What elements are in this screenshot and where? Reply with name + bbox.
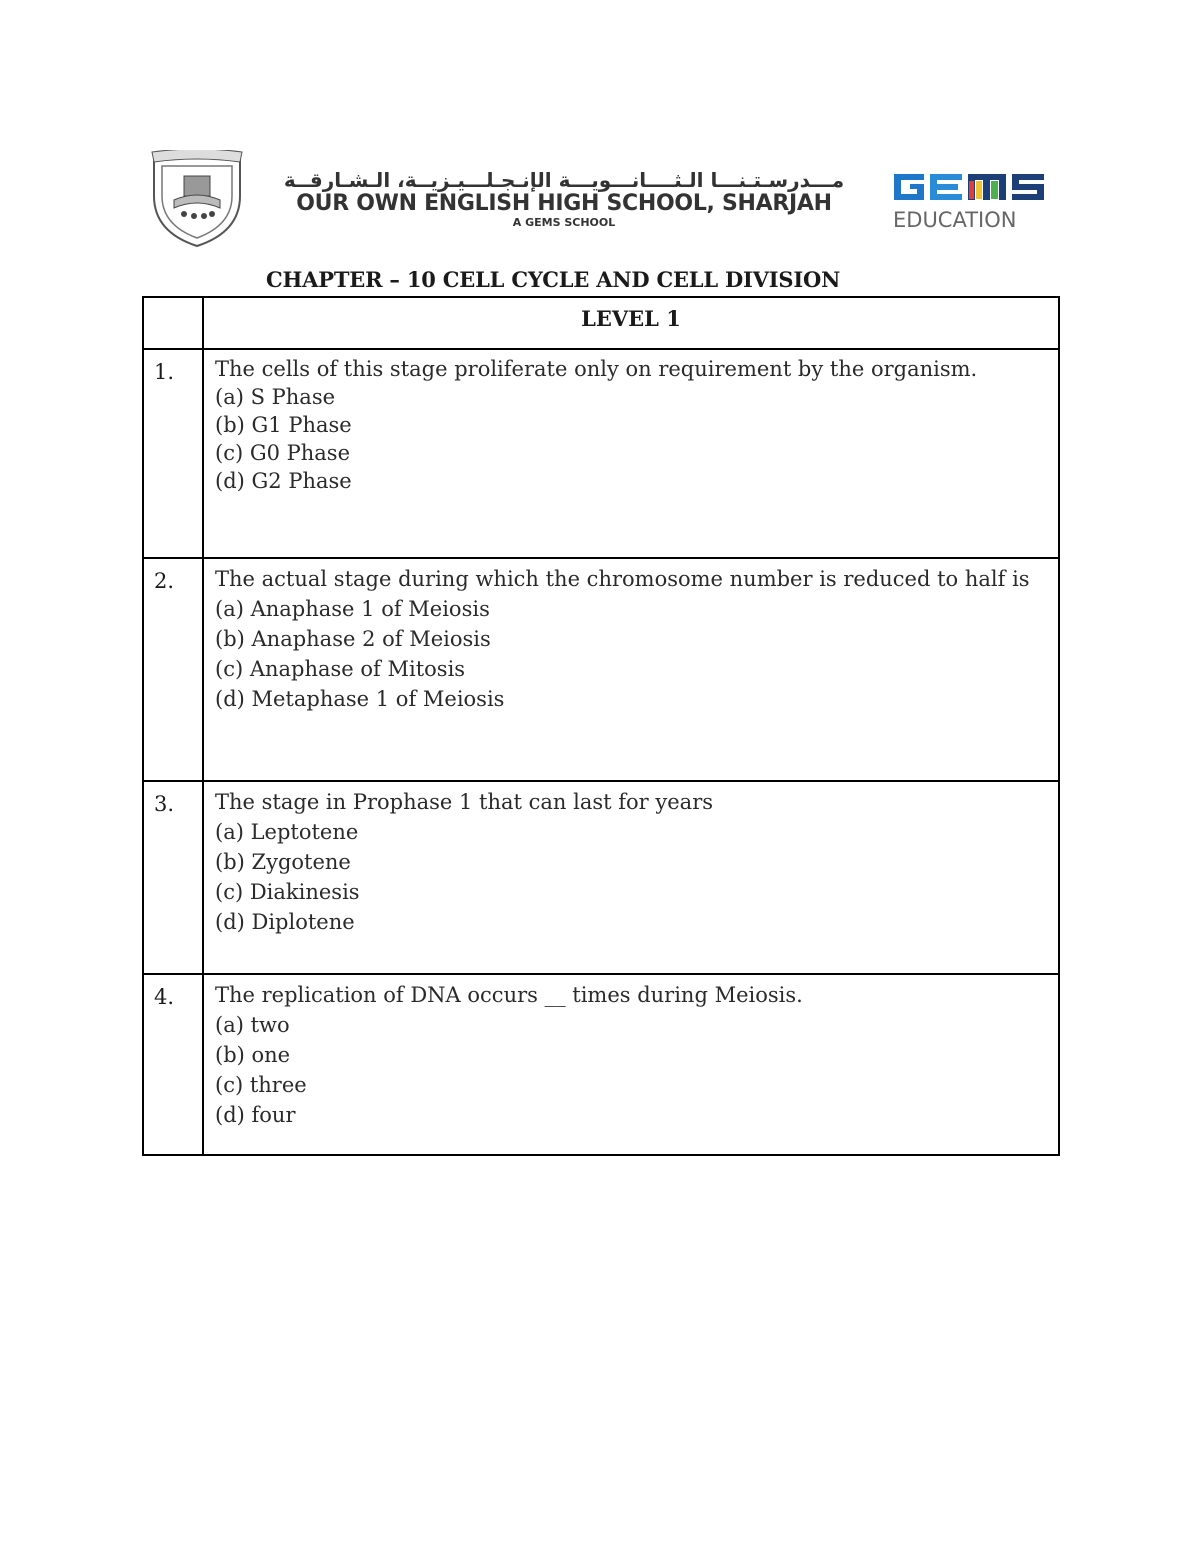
school-crest-logo xyxy=(148,150,246,248)
level-heading: LEVEL 1 xyxy=(581,306,681,331)
option-d: (d) four xyxy=(215,1103,296,1127)
level-number-cell xyxy=(143,297,203,349)
option-d: (d) G2 Phase xyxy=(215,469,352,493)
chapter-title: CHAPTER – 10 CELL CYCLE AND CELL DIVISION xyxy=(266,267,841,292)
school-name-english: OUR OWN ENGLISH HIGH SCHOOL, SHARJAH xyxy=(296,191,832,216)
question-number: 2. xyxy=(143,558,203,781)
option-b: (b) Zygotene xyxy=(215,850,351,874)
question-row xyxy=(143,558,1059,781)
question-number: 1. xyxy=(143,349,203,558)
question-text: The stage in Prophase 1 that can last for years xyxy=(215,790,714,814)
school-subtitle: A GEMS SCHOOL xyxy=(512,216,616,229)
option-a: (a) Anaphase 1 of Meiosis xyxy=(215,597,490,621)
question-body xyxy=(203,781,1059,974)
option-c: (c) three xyxy=(215,1073,307,1097)
question-row xyxy=(143,349,1059,558)
question-text: The replication of DNA occurs __ times during Meiosis. xyxy=(215,983,803,1007)
level-header-row xyxy=(143,297,1059,349)
question-body xyxy=(203,558,1059,781)
question-text: The cells of this stage proliferate only on requirement by the organism. xyxy=(215,357,978,381)
question-row xyxy=(143,781,1059,974)
option-a: (a) S Phase xyxy=(215,385,336,409)
gems-tagline: EDUCATION xyxy=(893,208,1017,232)
option-a: (a) two xyxy=(215,1013,290,1037)
level-heading-cell xyxy=(203,297,1059,349)
option-b: (b) G1 Phase xyxy=(215,413,352,437)
question-text: The actual stage during which the chromosome number is reduced to half is xyxy=(215,567,1030,591)
school-name-arabic: مـــدرسـتـنـــا الـثــــانـــويـــة الإنـجـلـــيـزيــة، الـشـارقــة xyxy=(283,168,845,192)
school-name-block xyxy=(282,168,846,230)
option-a: (a) Leptotene xyxy=(215,820,359,844)
gems-wordmark xyxy=(890,170,1048,204)
option-d: (d) Diplotene xyxy=(215,910,355,934)
question-body xyxy=(203,349,1059,558)
option-d: (d) Metaphase 1 of Meiosis xyxy=(215,687,505,711)
question-number: 4. xyxy=(143,974,203,1155)
option-c: (c) G0 Phase xyxy=(215,441,351,465)
question-body xyxy=(203,974,1059,1155)
question-row xyxy=(143,974,1059,1155)
question-number: 3. xyxy=(143,781,203,974)
option-b: (b) one xyxy=(215,1043,291,1067)
option-c: (c) Diakinesis xyxy=(215,880,360,904)
option-c: (c) Anaphase of Mitosis xyxy=(215,657,466,681)
option-b: (b) Anaphase 2 of Meiosis xyxy=(215,627,491,651)
question-table xyxy=(142,296,1060,1156)
gems-education-logo xyxy=(890,170,1050,234)
